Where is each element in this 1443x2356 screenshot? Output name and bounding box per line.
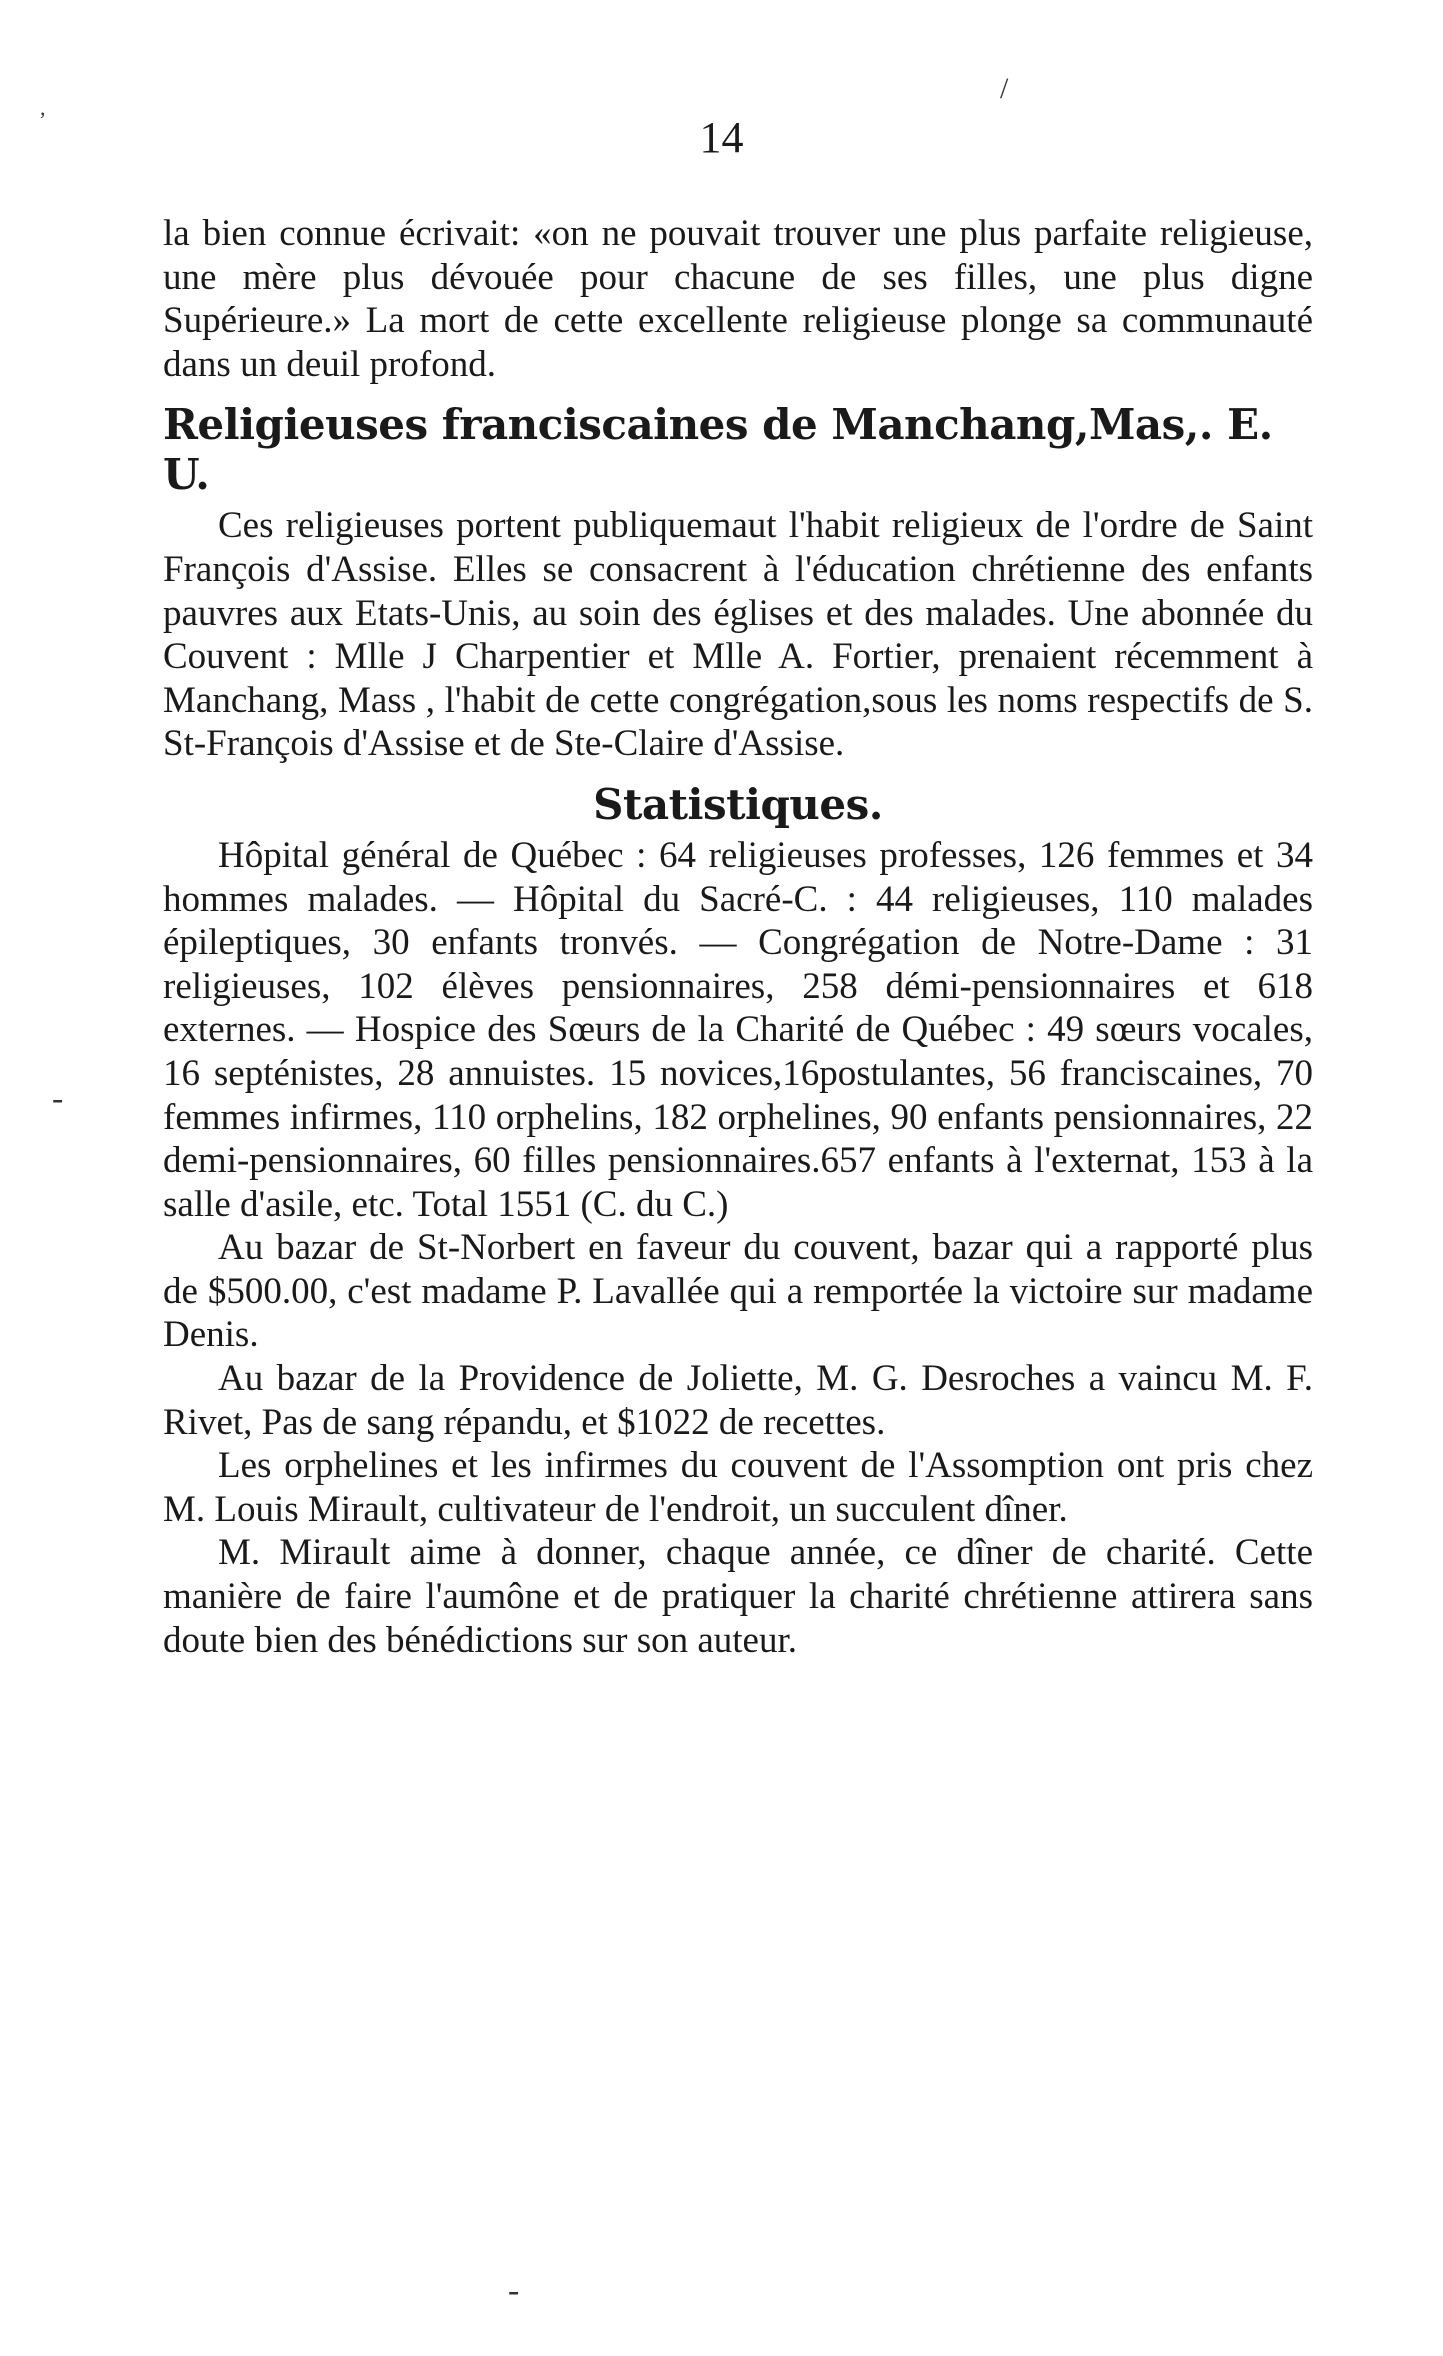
paragraph: Au bazar de la Providence de Joliette, M. G. Desroches a vaincu M. F. Rivet, Pas de sang répandu, et $1022 de recettes. xyxy=(163,1358,1313,1443)
paragraph: Hôpital général de Québec : 64 religieuses professes, 126 femmes et 34 hommes malades. — Hôpital du Sacré-C. : 44 religieuses, 110 malades épileptiques, 30 enfants tronvés. — Congrégation de Notre-Dame : 31 religieuses, 102 élèves pensionnaires, 258 démi-pensionnaires et 618 externes. — Hospice des Sœurs de la Charité de Québec : 49 sœurs vocales, 16 septénistes, 28 annuistes. 15 novices,16postulantes, 56 franciscaines, 70 femmes infirmes, 110 orphelins, 182 orphelines, 90 enfants pensionnaires, 22 demi-pensionnaires, 60 filles pensionnaires.657 enfants à l'externat, 153 à la salle d'asile, etc. Total 1551 (C. du C.) xyxy=(163,834,1313,1225)
paragraph: Au bazar de St-Norbert en faveur du couvent, bazar qui a rapporté plus de $500.00, c'est madame P. Lavallée qui a remportée la victoire sur madame Denis. xyxy=(163,1227,1313,1356)
stray-mark: - xyxy=(52,1080,64,1117)
stray-mark: / xyxy=(1000,72,1009,105)
paragraph: Les orphelines et les infirmes du couvent de l'Assomption ont pris chez M. Louis Mirault, cultivateur de l'endroit, un succulent dîner. xyxy=(163,1445,1313,1530)
paragraph: M. Mirault aime à donner, chaque année, ce dîner de charité. Cette manière de faire l'aumône et de pratiquer la charité chrétienne attirera sans doute bien des bénédictions sur son auteur. xyxy=(163,1532,1313,1661)
section-heading: Religieuses franciscaines de Manchang,Mas,. E. U. xyxy=(163,400,1273,500)
paragraph: la bien connue écrivait: «on ne pouvait trouver une plus parfaite religieuse, une mère plus dévouée pour chacune de ses filles, une plus digne Supérieure.» La mort de cette excellente religieuse plonge sa communauté dans un deuil profond. xyxy=(163,213,1313,385)
stray-mark: - xyxy=(508,2272,520,2309)
section-heading: Statistiques. xyxy=(593,779,883,829)
paragraph: Ces religieuses portent publiquemaut l'habit religieux de l'ordre de Saint François d'Assise. Elles se consacrent à l'éducation chrétienne des enfants pauvres aux Etats-Unis, au soin des églises et des malades. Une abonnée du Couvent : Mlle J Charpentier et Mlle A. Fortier, prenaient récemment à Manchang, Mass , l'habit de cette congrégation,sous les noms respectifs de S. St-François d'Assise et de Ste-Claire d'Assise. xyxy=(163,505,1313,765)
page-body xyxy=(163,212,1313,1662)
page-number: 14 xyxy=(699,113,744,162)
stray-mark: , xyxy=(40,95,46,120)
